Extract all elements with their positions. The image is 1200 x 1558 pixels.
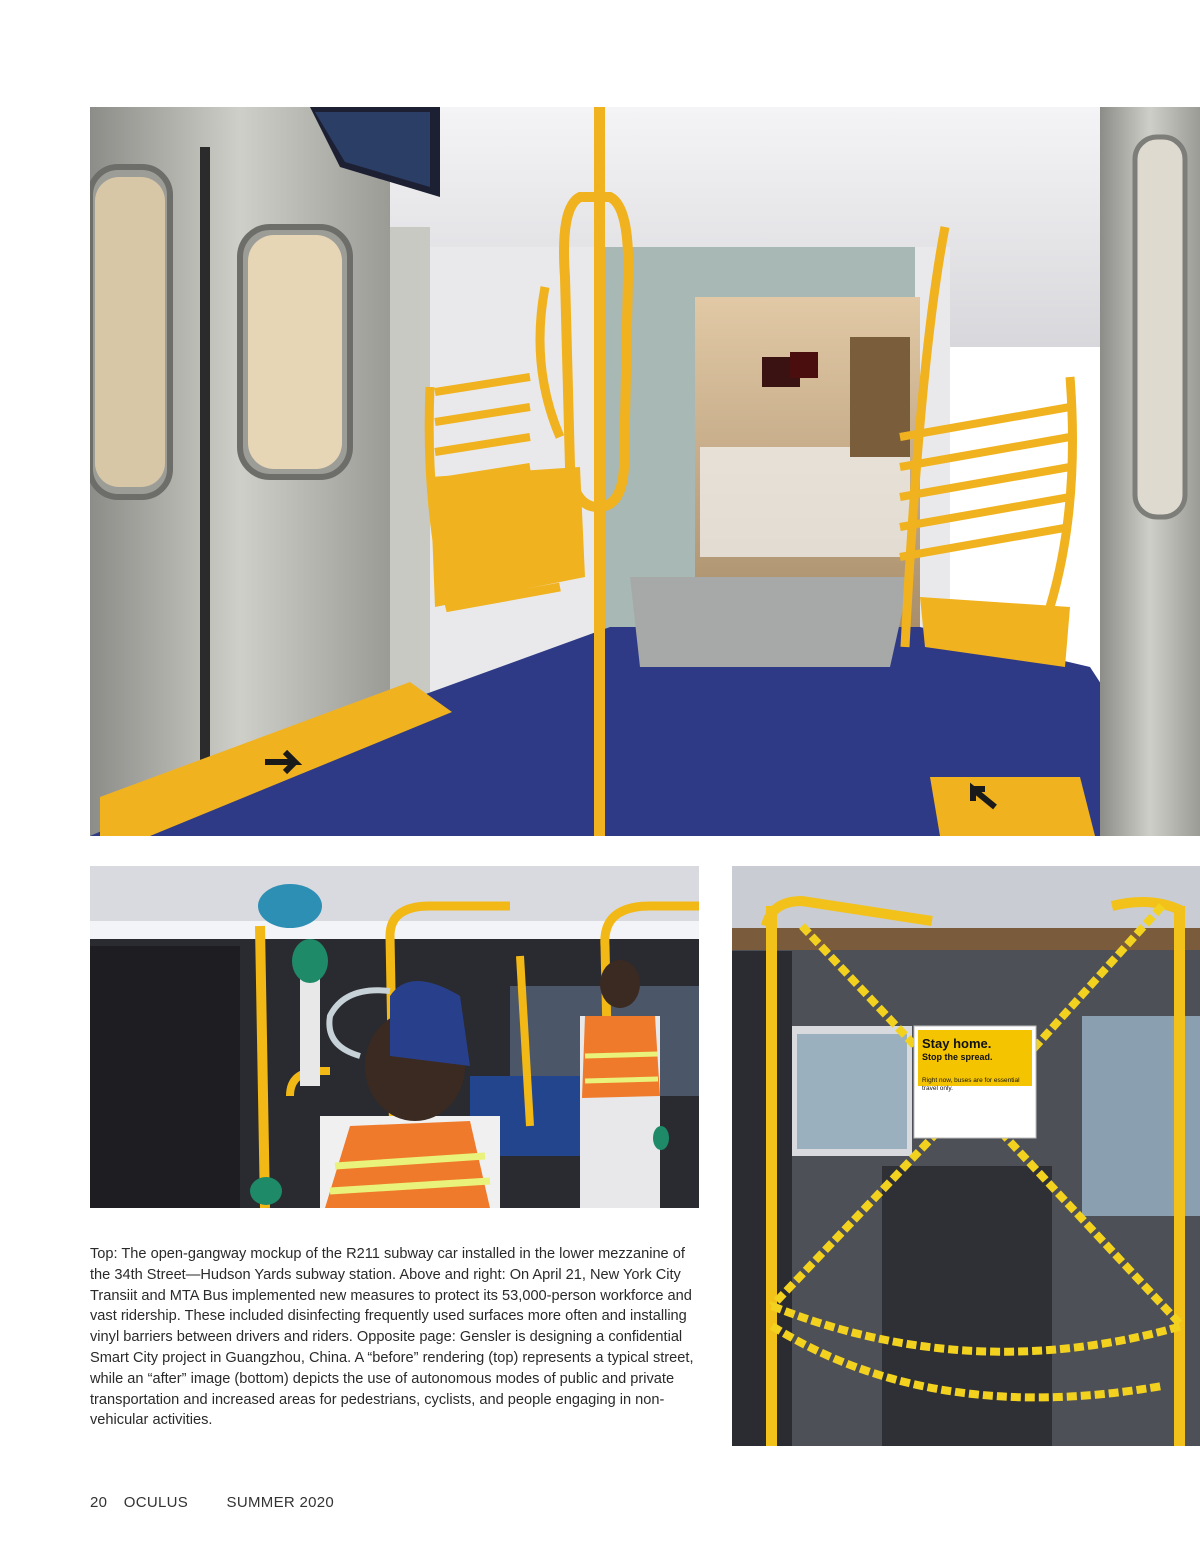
photo-caption: Top: The open-gangway mockup of the R211 subway car installed in the lower mezzanine of the 34th Street—Hudson Yards subway station. Above and right: On April 21, New York City Transiit and MTA Bus implemented new measures to protect its 53,000-person workforce and vast ridership. These included disinfecting frequently used surfaces more often and installing vinyl barriers between drivers and riders. Opposite page: Gensler is designing a confidential Smart City project in Guangzhou, China. A “before” rendering (top) represents a typical street, while an “after” image (bottom) depicts the use of autonomous modes of public and private transportation and increased areas for pedestrians, cyclists, and people engaging in non-vehicular activities. (90, 1246, 694, 1429)
sign-stay-home (918, 1036, 1030, 1093)
photo-bus-disinfecting (90, 866, 699, 1208)
sign-subtitle: Stop the spread. (922, 1052, 993, 1062)
photo-subway-car-interior (90, 107, 1200, 836)
sign-title: Stay home. (922, 1036, 992, 1051)
magazine-name: OCULUS (123, 1494, 189, 1511)
photo-bus-barrier (732, 866, 1200, 1446)
page-number: 20 (90, 1494, 108, 1511)
sign-body: Right now, buses are for essential travel only. (922, 1077, 1020, 1092)
page-folio (90, 1494, 334, 1511)
issue-label: SUMMER 2020 (226, 1494, 335, 1511)
